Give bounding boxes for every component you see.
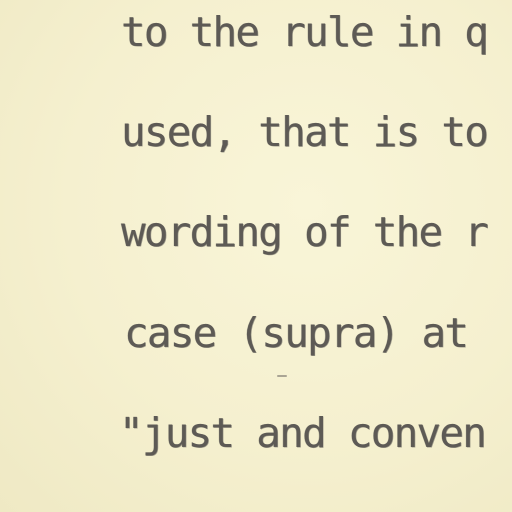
text-line-5: "just and conven — [119, 409, 486, 457]
text-line-3: wording of the r — [121, 208, 488, 256]
text-line-1: to the rule in q — [121, 8, 488, 56]
text-line-2: used, that is to — [121, 108, 488, 156]
ink-speck — [277, 375, 287, 377]
text-line-4: case (supra) at — [124, 309, 468, 357]
